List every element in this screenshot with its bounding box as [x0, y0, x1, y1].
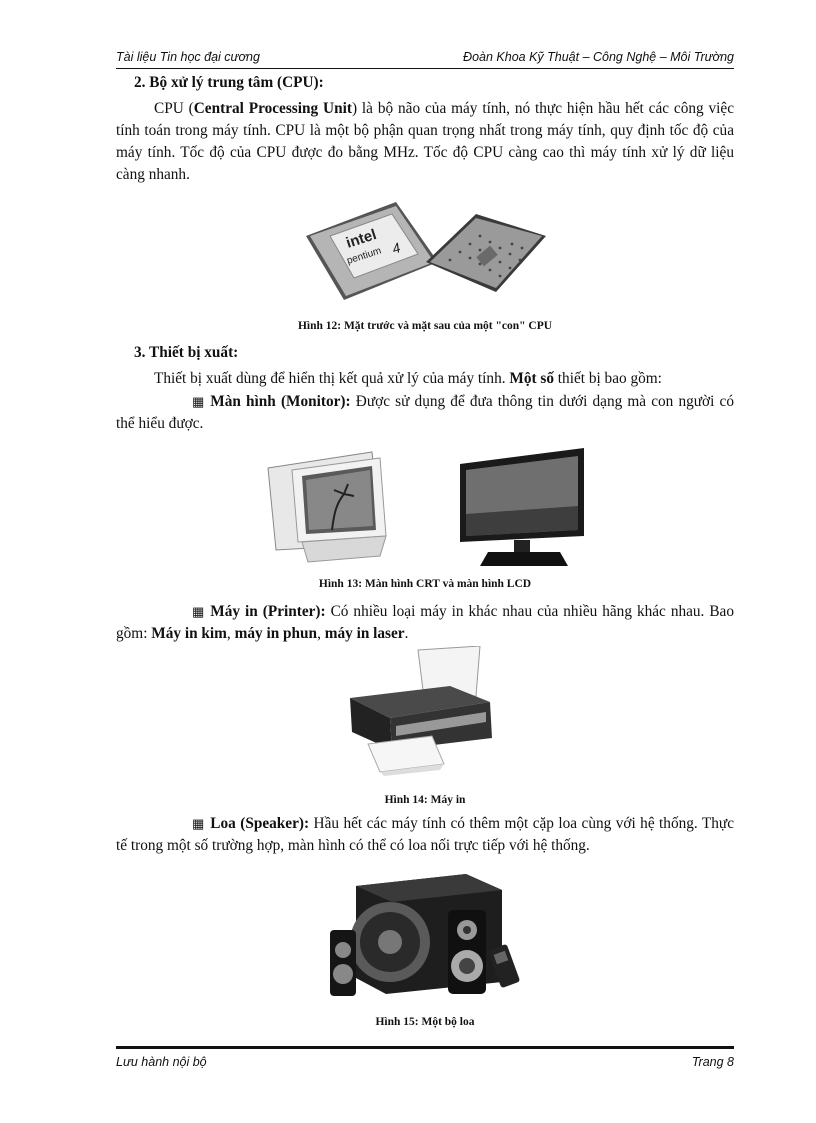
output-intro: Thiết bị xuất dùng để hiển thị kết quả xử lý của máy tính. Một số thiết bị bao gồm: [154, 370, 662, 387]
speaker-item: ▦ Loa (Speaker): Hầu hết các máy tính có thêm một cặp loa cùng với hệ thống. Thực tế trong một số trường hợp, màn hình có thể có loa nối trực tiếp với hệ thống. [116, 815, 734, 854]
output-heading: 3. Thiết bị xuất: [134, 344, 239, 361]
monitor-item: ▦ Màn hình (Monitor): Được sử dụng để đưa thông tin dưới dạng mà con người có thể hiểu được. [116, 393, 734, 432]
chip-number: 4 [389, 239, 403, 257]
header-rule [116, 68, 734, 69]
chip-model: pentium [345, 245, 383, 267]
cpu-heading: 2. Bộ xử lý trung tâm (CPU): [134, 74, 324, 91]
cpu-paragraph: CPU (Central Processing Unit) là bộ não của máy tính, nó thực hiện hầu hết các công việc tính toán trong máy tính. CPU là một bộ phận quan trọng nhất trong máy tính, quy định tốc độ của máy tính. Tốc độ của CPU được đo bằng MHz. Tốc độ CPU càng cao thì máy tính xử lý dữ liệu càng nhanh. [116, 100, 734, 183]
bullet-icon: ▦ [192, 604, 205, 619]
cpu-figure [300, 196, 550, 314]
cpu-caption: Hình 12: Mặt trước và mặt sau của một "con" CPU [297, 320, 553, 332]
lcd-monitor-image [460, 448, 584, 566]
page-number: Trang 8 [691, 1055, 734, 1069]
page-header [116, 50, 734, 68]
header-left: Tài liệu Tin học đại cương [116, 50, 260, 64]
footer-left: Lưu hành nội bộ [116, 1055, 207, 1069]
header-right: Đoàn Khoa Kỹ Thuật – Công Nghệ – Môi Trường [463, 50, 734, 64]
speaker-caption: Hình 15: Một bộ loa [375, 1016, 475, 1028]
printer-caption: Hình 14: Máy in [384, 794, 466, 806]
page-footer [116, 1055, 734, 1073]
monitor-caption: Hình 13: Màn hình CRT và màn hình LCD [318, 578, 532, 590]
monitor-figure [262, 444, 592, 572]
chip-brand: intel [343, 226, 379, 252]
bullet-icon: ▦ [192, 816, 205, 831]
speaker-image [326, 870, 524, 1004]
footer-rule [116, 1046, 734, 1049]
printer-image [340, 646, 496, 776]
crt-monitor-image [268, 452, 386, 562]
bullet-icon: ▦ [192, 394, 205, 409]
printer-item: ▦ Máy in (Printer): Có nhiều loại máy in khác nhau của nhiều hãng khác nhau. Bao gồm: Máy in kim, máy in phun, máy in laser. [116, 603, 734, 642]
